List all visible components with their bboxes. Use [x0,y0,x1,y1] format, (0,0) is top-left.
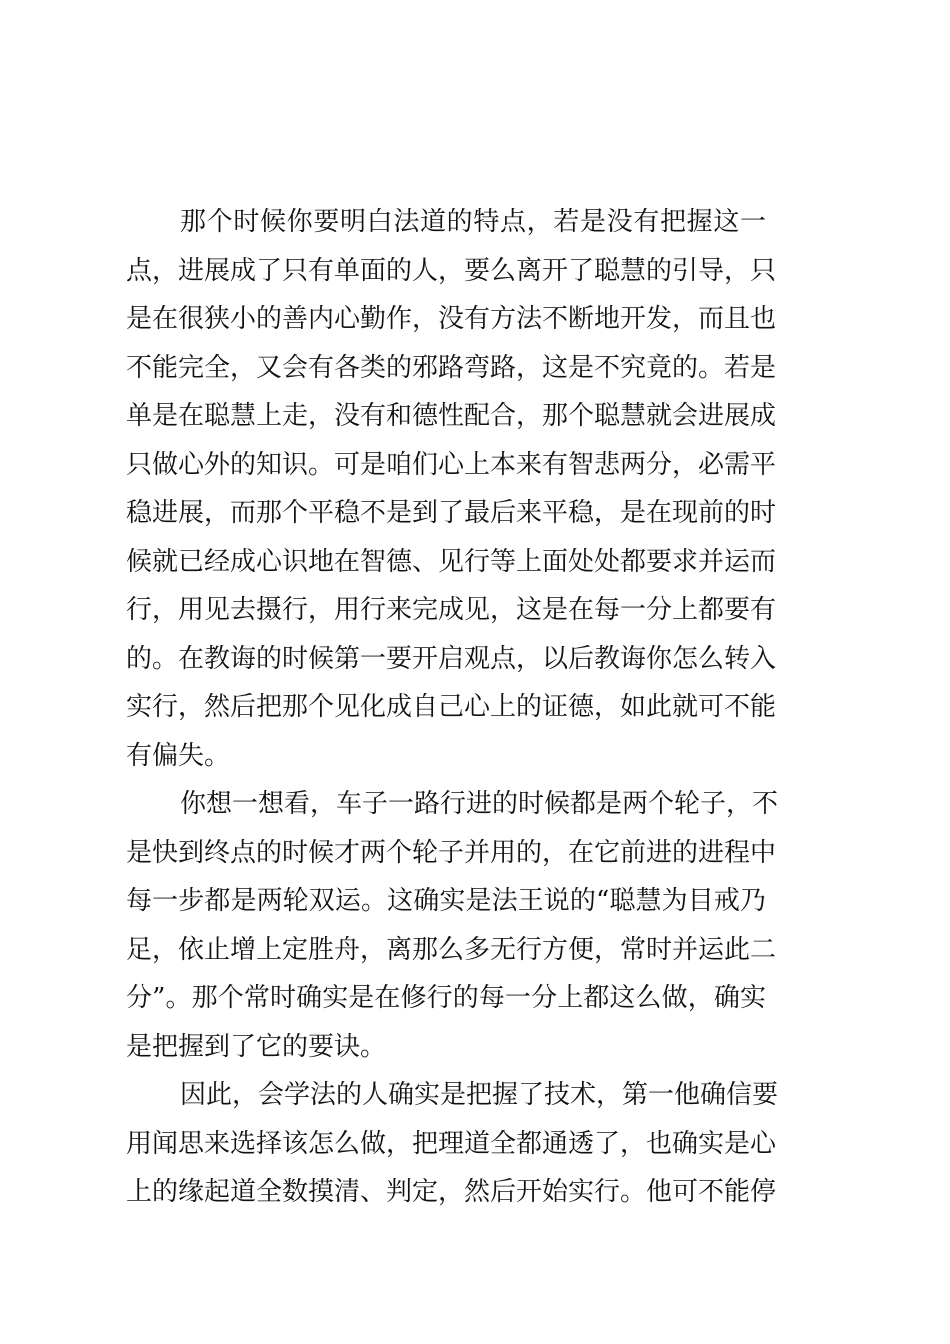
text-line: 你想一想看，车子一路行进的时候都是两个轮子，不 [180,789,779,819]
text-line: 每一步都是两轮双运。这确实是法王说的“聪慧为目戒乃 [126,886,766,916]
text-line: 行，用见去摄行，用行来完成见，这是在每一分上都要有 [126,595,777,625]
text-line: 实行，然后把那个见化成自己心上的证德，如此就可不能 [126,692,777,722]
text-line: 那个时候你要明白法道的特点，若是没有把握这一 [180,207,766,237]
text-line: 因此，会学法的人确实是把握了技术，第一他确信要 [180,1080,779,1110]
text-line: 是快到终点的时候才两个轮子并用的，在它前进的进程中 [126,837,777,868]
text-line: 只做心外的知识。可是咱们心上本来有智悲两分，必需平 [126,449,777,480]
text-line: 分”。那个常时确实是在修行的每一分上都这么做，确实 [126,983,766,1013]
paragraph-1 [126,198,777,780]
text-line: 用闻思来选择该怎么做，把理道全都通透了，也确实是心 [126,1128,777,1159]
text-line: 的。在教诲的时候第一要开启观点，以后教诲你怎么转入 [126,643,777,674]
text-line: 有偏失。 [126,740,231,771]
text-line: 是在很狭小的善内心勤作，没有方法不断地开发，而且也 [126,304,777,334]
text-line: 候就已经成心识地在智德、见行等上面处处都要求并运而 [126,546,777,577]
text-line: 是把握到了它的要诀。 [126,1031,387,1062]
text-line: 足，依止增上定胜舟，离那么多无行方便，常时并运此二 [126,934,777,965]
paragraph-2 [126,780,779,1071]
text-line: 点，进展成了只有单面的人，要么离开了聪慧的引导，只 [126,255,777,286]
paragraph-3 [126,1071,779,1217]
text-line: 稳进展，而那个平稳不是到了最后来平稳，是在现前的时 [126,498,777,528]
text-line: 不能完全，又会有各类的邪路弯路，这是不究竟的。若是 [126,352,777,383]
text-line: 上的缘起道全数摸清、判定，然后开始实行。他可不能停 [126,1177,777,1207]
document-body [126,198,779,1217]
text-line: 单是在聪慧上走，没有和德性配合，那个聪慧就会进展成 [126,401,777,431]
